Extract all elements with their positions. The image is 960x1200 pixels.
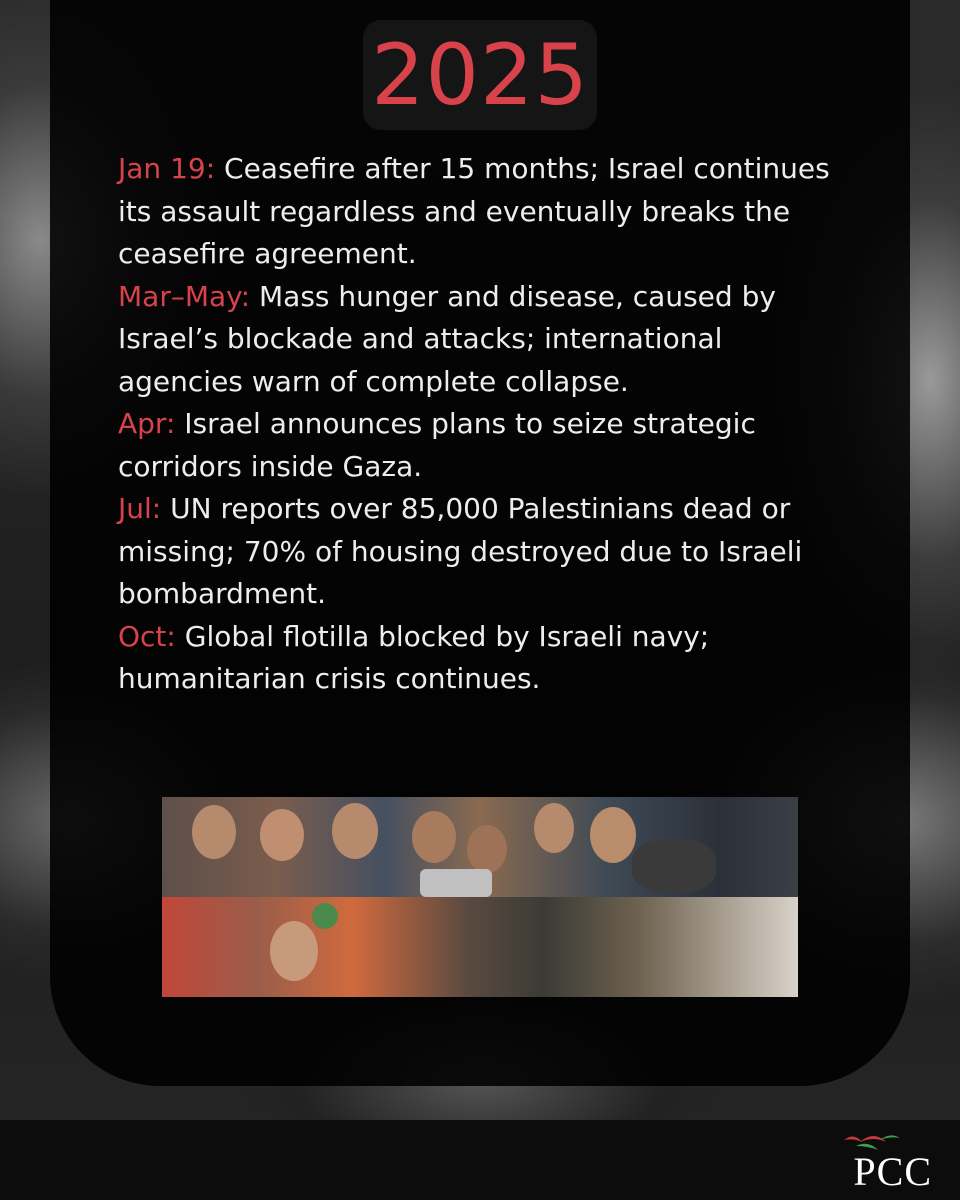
event-date: Mar–May: xyxy=(118,279,251,313)
event-text: UN reports over 85,000 Palestinians dead or missing; 70% of housing destroyed due to Israeli bombardment. xyxy=(118,492,803,610)
timeline-event xyxy=(118,276,848,404)
event-date: Apr: xyxy=(118,407,176,440)
photo-children-food-line xyxy=(162,797,798,897)
year-badge xyxy=(363,20,597,130)
event-date: Oct: xyxy=(118,619,176,653)
timeline-event xyxy=(118,148,848,276)
timeline-event xyxy=(118,403,848,488)
event-text: Ceasefire after 15 months; Israel continues its assault regardless and eventually breaks the ceasefire agreement. xyxy=(118,152,830,270)
pcc-logo-text: PCC xyxy=(853,1149,932,1194)
photo-flotilla-and-damage xyxy=(162,897,798,997)
event-text: Israel announces plans to seize strategic corridors inside Gaza. xyxy=(118,407,756,483)
event-date: Jul: xyxy=(118,492,162,525)
event-text: Global flotilla blocked by Israeli navy; humanitarian crisis continues. xyxy=(118,619,710,695)
timeline-event xyxy=(118,488,848,616)
event-date: Jan 19: xyxy=(118,152,216,185)
year-title: 2025 xyxy=(371,26,589,124)
footer-bar xyxy=(0,1120,960,1200)
timeline-events xyxy=(118,148,848,701)
event-text: Mass hunger and disease, caused by Israel’s blockade and attacks; international agencies warn of complete collapse. xyxy=(118,279,776,398)
timeline-event xyxy=(118,616,848,701)
photo-collage xyxy=(162,797,798,997)
